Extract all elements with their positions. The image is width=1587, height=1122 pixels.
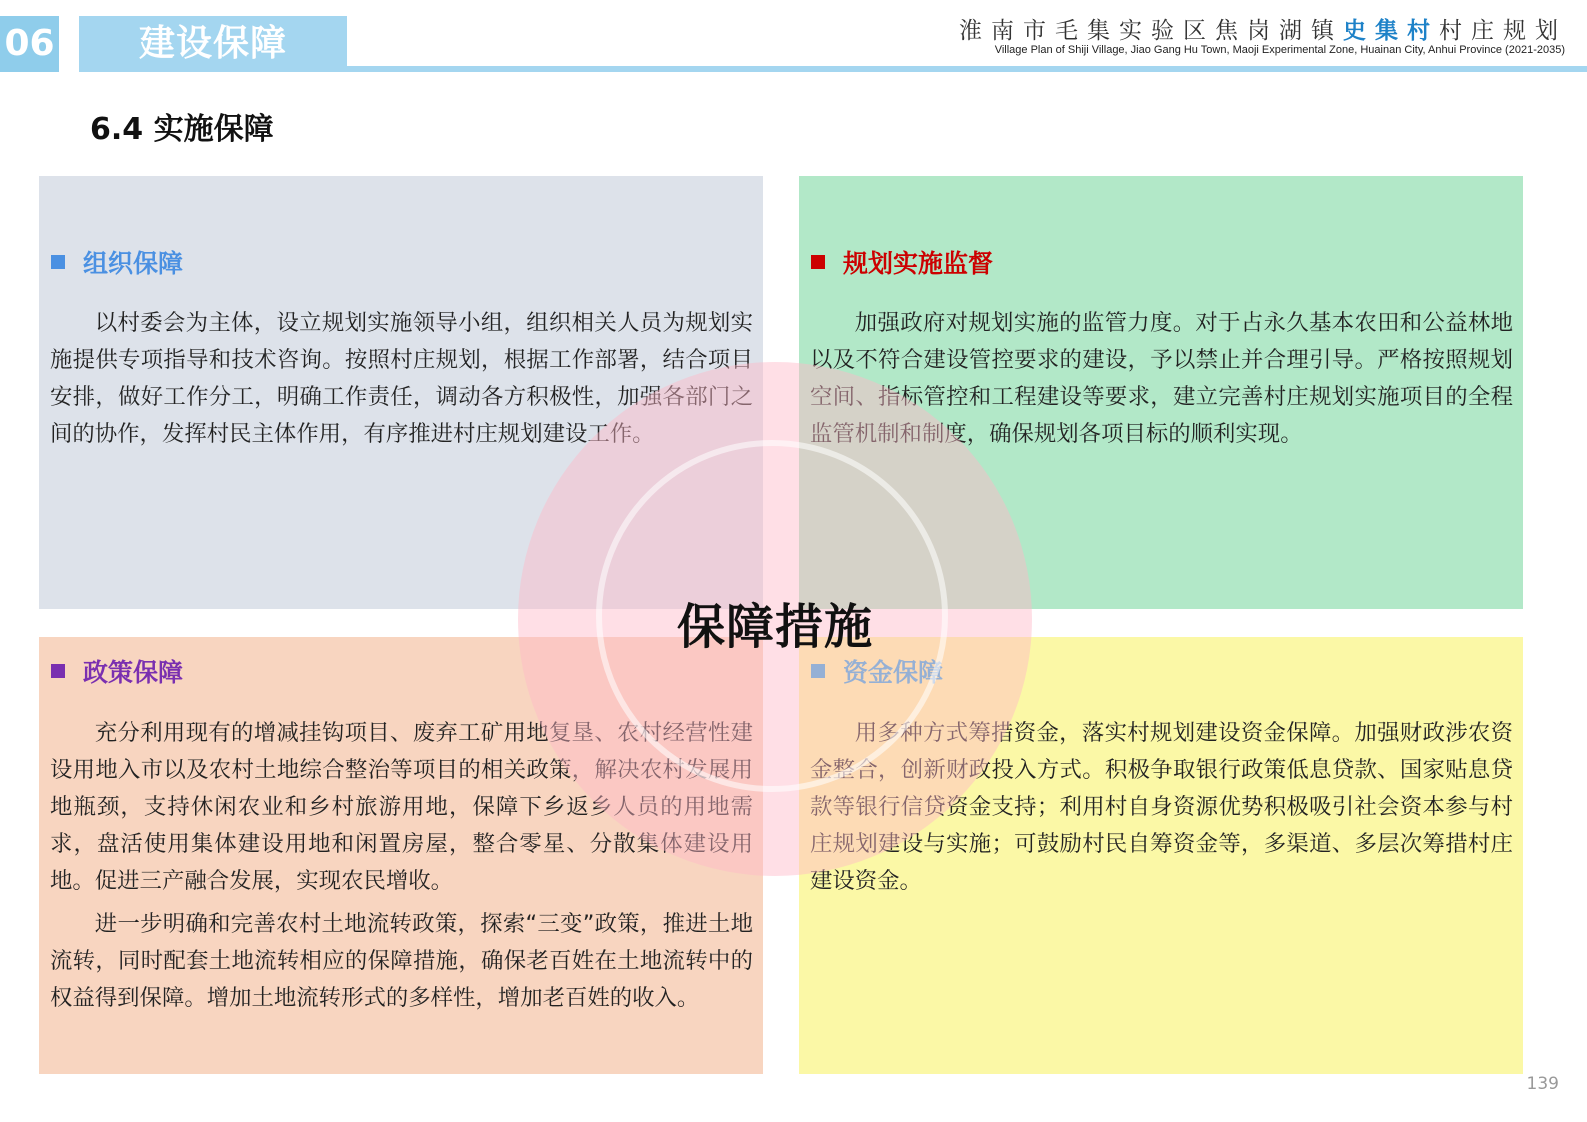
square-bullet-icon <box>51 664 65 678</box>
square-bullet-icon <box>811 255 825 269</box>
quadrant-organization <box>39 176 763 609</box>
organization-heading <box>51 244 183 280</box>
document-title-village: 史集村 <box>1343 17 1439 44</box>
supervision-heading <box>811 244 993 280</box>
square-bullet-icon <box>51 255 65 269</box>
policy-paragraph: 进一步明确和完善农村土地流转政策，探索“三变”政策，推进土地流转，同时配套土地流转相应的保障措施，确保老百姓在土地流转中的权益得到保障。增加土地流转形式的多样性，增加老百姓的收入。 <box>50 911 753 1011</box>
document-title-suffix: 村庄规划 <box>1439 18 1567 44</box>
supervision-paragraph: 加强政府对规划实施的监管力度。对于占永久基本农田和公益林地以及不符合建设管控要求的建设，予以禁止并合理引导。严格按照规划空间、指标管控和工程建设等要求，建立完善村庄规划实施项目的全程监管机制和制度，确保规划各项目标的顺利实现。 <box>810 310 1513 447</box>
center-label: 保障措施 <box>676 599 873 655</box>
organization-paragraph: 以村委会为主体，设立规划实施领导小组，组织相关人员为规划实施提供专项指导和技术咨询。按照村庄规划，根据工作部署，结合项目安排，做好工作分工，明确工作责任，调动各方积极性，加强各部门之间的协作，发挥村民主体作用，有序推进村庄规划建设工作。 <box>50 310 753 447</box>
square-bullet-icon <box>811 664 825 678</box>
policy-title: 政策保障 <box>83 658 184 687</box>
document-title <box>959 12 1567 45</box>
chapter-number: 06 <box>0 16 59 72</box>
quadrant-policy <box>39 637 763 1074</box>
policy-body <box>50 715 753 1017</box>
document-subtitle: Village Plan of Shiji Village, Jiao Gang Hu Town, Maoji Experimental Zone, Huainan City, Anhui Province (2021-2035) <box>994 44 1565 56</box>
organization-title: 组织保障 <box>83 249 184 278</box>
funding-body <box>810 715 1513 900</box>
policy-heading <box>51 653 183 689</box>
supervision-body <box>810 305 1513 453</box>
page-number: 139 <box>1526 1074 1559 1094</box>
quadrant-funding <box>799 637 1523 1074</box>
document-title-prefix: 淮南市毛集实验区焦岗湖镇 <box>959 18 1343 44</box>
policy-paragraph: 充分利用现有的增减挂钩项目、废弃工矿用地复垦、农村经营性建设用地入市以及农村土地综合整治等项目的相关政策，解决农村发展用地瓶颈，支持休闲农业和乡村旅游用地，保障下乡返乡人员的用地需求，盘活使用集体建设用地和闲置房屋，整合零星、分散集体建设用地。促进三产融合发展，实现农民增收。 <box>50 720 753 894</box>
funding-paragraph: 用多种方式筹措资金，落实村规划建设资金保障。加强财政涉农资金整合，创新财政投入方式。积极争取银行政策低息贷款、国家贴息贷款等银行信贷资金支持；利用村自身资源优势积极吸引社会资本参与村庄规划建设与实施；可鼓励村民自筹资金等，多渠道、多层次筹措村庄建设资金。 <box>810 720 1513 894</box>
supervision-title: 规划实施监督 <box>843 249 994 278</box>
organization-body <box>50 305 753 453</box>
quadrant-supervision <box>799 176 1523 609</box>
funding-heading <box>811 653 943 689</box>
section-title: 6.4 实施保障 <box>90 112 274 147</box>
funding-title: 资金保障 <box>843 658 944 687</box>
header-divider <box>79 66 1587 72</box>
chapter-title: 建设保障 <box>79 16 347 72</box>
